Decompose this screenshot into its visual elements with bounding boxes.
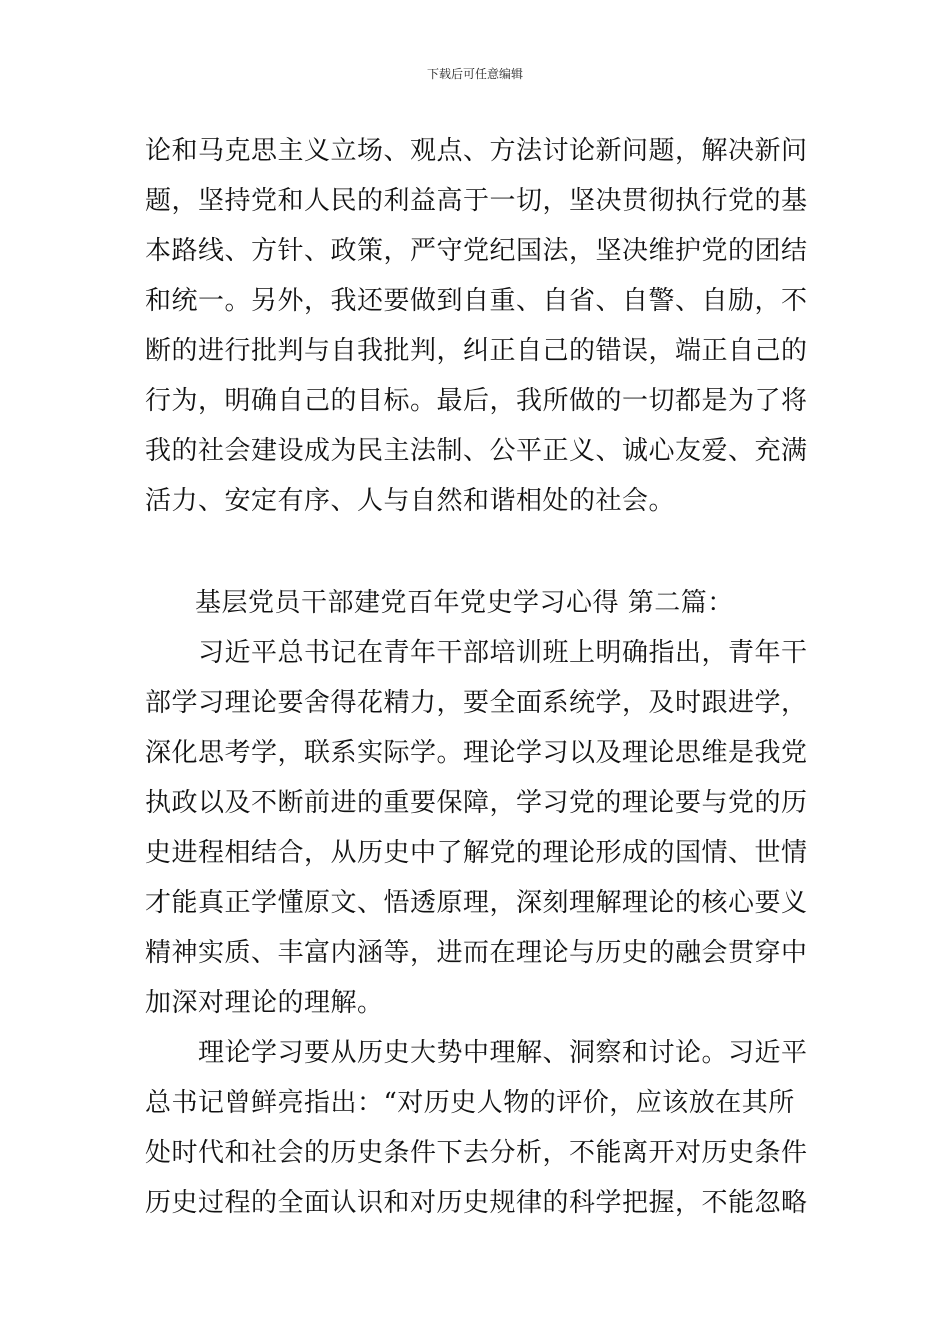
body-line: 理论学习要从历史大势中理解、洞察和讨论。习近平 xyxy=(198,1038,808,1068)
body-line: 断的进行批判与自我批判，纠正自己的错误，端正自己的 xyxy=(145,336,808,366)
body-line: 和统一。另外，我还要做到自重、自省、自警、自励，不 xyxy=(145,286,808,316)
body-line: 历史过程的全面认识和对历史规律的科学把握，不能忽略 xyxy=(145,1188,808,1218)
body-line: 精神实质、丰富内涵等，进而在理论与历史的融会贯穿中 xyxy=(145,938,808,968)
body-line: 本路线、方针、政策，严守党纪国法，坚决维护党的团结 xyxy=(145,236,808,266)
body-line: 处时代和社会的历史条件下去分析，不能离开对历史条件 xyxy=(145,1138,808,1168)
section-heading: 基层党员干部建党百年党史学习心得 第二篇： xyxy=(195,588,734,618)
page-header: 下载后可任意编辑 xyxy=(426,67,523,81)
body-line: 部学习理论要舍得花精力，要全面系统学，及时跟进学， xyxy=(145,688,808,718)
body-line: 习近平总书记在青年干部培训班上明确指出，青年干 xyxy=(198,638,808,668)
body-line: 史进程相结合，从历史中了解党的理论形成的国情、世情 xyxy=(145,838,808,868)
body-line: 深化思考学，联系实际学。理论学习以及理论思维是我党 xyxy=(145,738,808,768)
body-line: 题，坚持党和人民的利益高于一切，坚决贯彻执行党的基 xyxy=(145,186,808,216)
body-line: 行为，明确自己的目标。最后，我所做的一切都是为了将 xyxy=(145,386,808,416)
body-line: 活力、安定有序、人与自然和谐相处的社会。 xyxy=(145,486,676,516)
body-line: 论和马克思主义立场、观点、方法讨论新问题，解决新问 xyxy=(145,136,808,166)
body-line: 执政以及不断前进的重要保障，学习党的理论要与党的历 xyxy=(145,788,808,818)
body-line: 我的社会建设成为民主法制、公平正义、诚心友爱、充满 xyxy=(145,436,808,466)
body-line: 加深对理论的理解。 xyxy=(145,988,384,1018)
body-line: 才能真正学懂原文、悟透原理，深刻理解理论的核心要义 xyxy=(145,888,808,918)
body-line: 总书记曾鲜亮指出：“对历史人物的评价，应该放在其所 xyxy=(145,1088,795,1118)
